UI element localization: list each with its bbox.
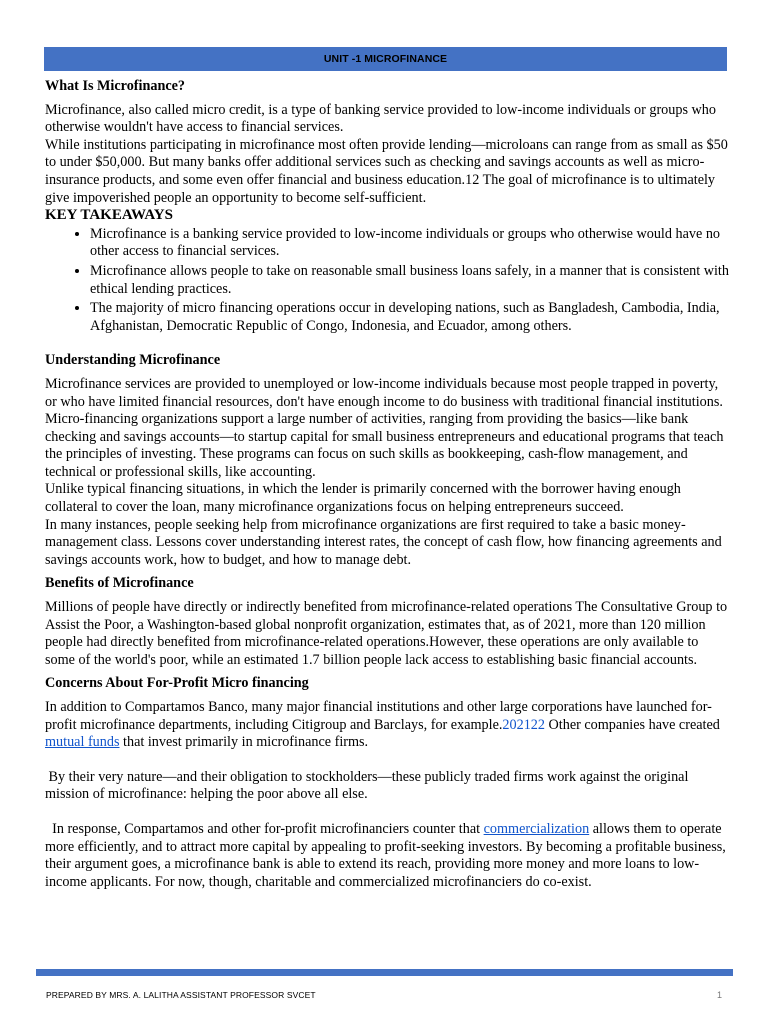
paragraph: Micro-financing organizations support a large number of activities, ranging from providing the basics—like bank checking and savings accounts—to startup capital for small business entrepreneurs and educational programs that teach the principles of investing. These programs can focus on such skills as bookkeeping, cash-flow management, and technical or professional skills, like accounting. [45,411,724,480]
heading-what-is-microfinance: What Is Microfinance? [45,78,186,94]
mutual-funds-link[interactable]: mutual funds [45,734,120,751]
reference-link[interactable]: 202122 [502,716,545,733]
paragraph: By their very nature—and their obligation to stockholders—these publicly traded firms work against the original mission of microfinance: helping the poor above all else. [45,768,692,803]
text-run: Other companies have created [544,716,720,733]
paragraph: Unlike typical financing situations, in which the lender is primarily concerned with the borrower having enough collateral to cover the loan, many microfinance organizations focus on helping entrepreneurs succeed. [45,481,681,516]
list-item: • The majority of micro financing operations occur in developing nations, such as Bangladesh, Cambodia, India, Afghanistan, Democratic Republic of Congo, Indonesia, and Ecuador, among others. [90,299,729,335]
paragraph [45,821,729,891]
text-run: In addition to Compartamos Banco, many major financial institutions and other large corporations have launched for-profit microfinance departments, including Citigroup and Barclays, for example. [45,699,712,733]
list-item: • Microfinance is a banking service provided to low-income individuals or groups who otherwise would have no other access to financial services. [90,225,729,261]
page-number: 1 [716,990,722,1000]
text-run: that invest primarily in microfinance firms. [119,734,369,751]
paragraph: Microfinance services are provided to unemployed or low-income individuals because most people trapped in poverty, or who have limited financial resources, don't have enough income to do business with traditional financial institutions. [45,375,723,410]
paragraph: Microfinance, also called micro credit, is a type of banking service provided to low-income individuals or groups who otherwise wouldn't have access to financial services. [45,101,716,136]
paragraph: While institutions participating in microfinance most often provide lending—microloans can range from as small as $50 to under $50,000. But many banks offer additional services such as checking and savings accounts as well as micro-insurance products, and some even offer financial and business education.12 The goal of microfinance is to ultimately give impoverished people an opportunity to become self-sufficient. [45,136,728,206]
footer-prepared-by: PREPARED BY MRS. A. LALITHA ASSISTANT PROFESSOR SVCET [46,990,316,1000]
heading-benefits: Benefits of Microfinance [45,575,194,592]
document-body [45,78,729,891]
footer-divider [36,969,733,976]
paragraph: Millions of people have directly or indirectly benefited from microfinance-related operations The Consultative Group to Assist the Poor, a Washington-based global nonprofit organization, estimates that, as of 2021, more than 120 million people had directly benefited from microfinance-related operations.However, these operations are only available to some of the world's poor, while an estimated 1.7 billion people lack access to establishing basic financial accounts. [45,599,728,668]
takeaways-list [45,225,729,336]
text-run: In response, Compartamos and other for-profit microfinanciers counter that [45,820,484,837]
text-run: allows them to operate more efficiently, and to attract more capital by appealing to profit-seeking investors. By becoming a profitable business, their argument goes, a microfinance bank is able to extend its reach, providing more money and more loans to low-income applicants. For now, though, charitable and commercialized microfinanciers do co-exist. [45,820,730,890]
paragraph [45,699,729,752]
unit-title-banner: UNIT -1 MICROFINANCE [44,47,727,71]
commercialization-link[interactable]: commercialization [483,820,590,837]
heading-understanding-microfinance: Understanding Microfinance [45,352,221,369]
heading-concerns: Concerns About For-Profit Micro financing [45,675,309,692]
heading-key-takeaways: KEY TAKEAWAYS [45,207,173,224]
paragraph: In many instances, people seeking help from microfinance organizations are first required to take a basic money-management class. Lessons cover understanding interest rates, the concept of cash flow, how financing agreements and savings accounts work, how to budget, and how to manage debt. [45,516,722,568]
list-item: • Microfinance allows people to take on reasonable small business loans safely, in a manner that is consistent with ethical lending practices. [90,262,729,298]
